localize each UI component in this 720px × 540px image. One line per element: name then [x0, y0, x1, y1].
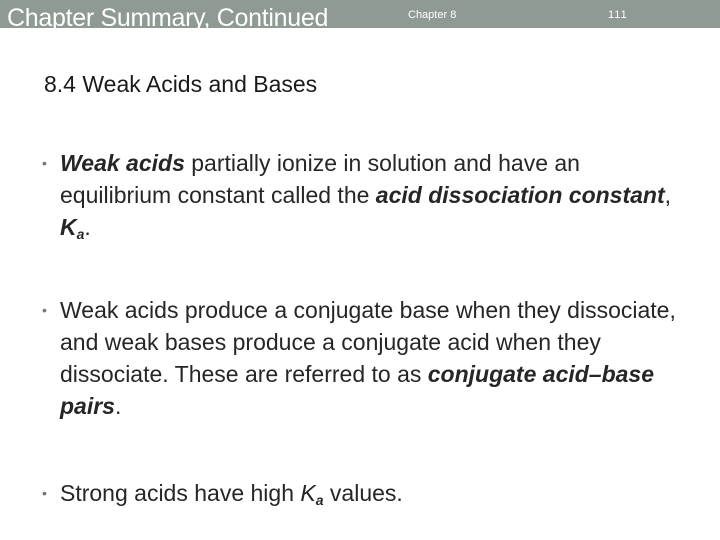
bullet-text: , — [664, 182, 672, 208]
ka-subscript: a — [315, 492, 324, 508]
bullet-strong-acids — [42, 477, 690, 509]
bullet-text: partially ionize in solution and have an equilibrium constant called the — [60, 150, 580, 208]
ka-symbol: K — [60, 214, 77, 240]
bullet-text: . — [84, 214, 91, 240]
section-heading: 8.4 Weak Acids and Bases — [44, 71, 318, 97]
header-bar — [0, 0, 720, 32]
chapter-label: Chapter 8 — [408, 9, 457, 21]
bullet-text: Strong acids have high — [60, 480, 301, 506]
bullet-weak-acids — [42, 147, 690, 243]
bullet-dot: • — [42, 485, 47, 501]
bullet-dot: • — [42, 155, 47, 171]
term-acid-dissociation-constant: acid dissociation constant — [375, 182, 665, 208]
bullet-text: values. — [323, 480, 403, 506]
slide-title: Chapter Summary, Continued — [7, 4, 329, 32]
bullet-text: Weak acids produce a conjugate base when they dissociate, and weak bases produce a conjugate acid when they dissociate. These are referred to as — [60, 297, 676, 387]
term-conjugate-acid-base-pairs: conjugate acid–base pairs — [60, 361, 655, 419]
bullet-text: . — [114, 393, 122, 419]
ka-subscript: a — [76, 226, 85, 242]
bullet-conjugate-pairs — [42, 294, 690, 422]
ka-symbol: K — [300, 480, 316, 506]
page-number: 111 — [608, 9, 628, 21]
bullet-dot: • — [42, 302, 47, 318]
term-weak-acids: Weak acids — [60, 150, 185, 176]
